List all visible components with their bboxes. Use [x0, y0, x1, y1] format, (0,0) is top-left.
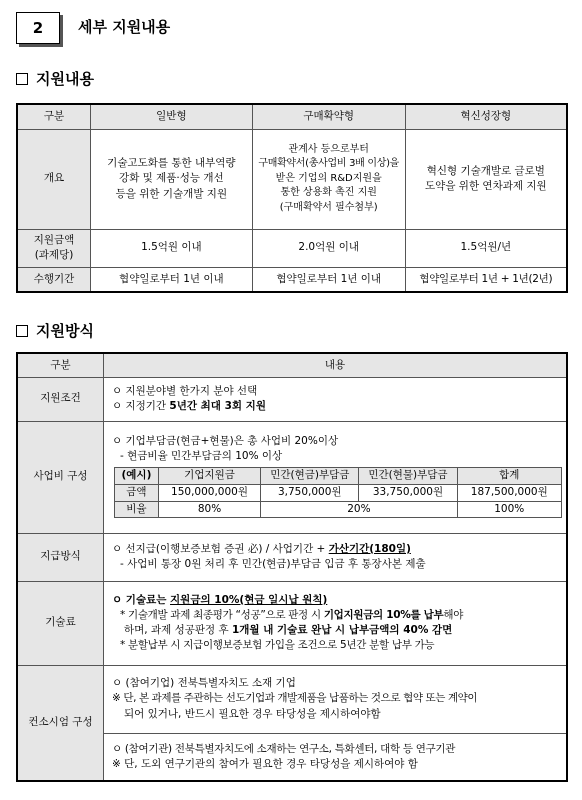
consortium-company: ㅇ (참여기업) 전북특별자치도 소재 기업 ※ 단, 본 과제를 주관하는 선도기업과 개발제품을 납품하는 것으로 협약 또는 계약이 되어 있거나, 반드시 필요한 경우 타당성을 제시하여야함 — [104, 665, 568, 733]
overview-innovation: 혁신형 기술개발로 글로벌 도약을 위한 연차과제 지원 — [405, 129, 567, 229]
section-title: 세부 지원내용 — [78, 18, 171, 36]
support-method-table — [16, 352, 568, 782]
period-label: 수행기간 — [17, 267, 91, 292]
overview-purchase: 관계사 등으로부터 구매확약서(총사업비 3배 이상)을 받은 기업의 R&D지원을 통한 상용화 촉진 지원 (구매확약서 필수첨부) — [252, 129, 405, 229]
consortium-row-1 — [17, 665, 567, 733]
condition-label: 지원조건 — [17, 377, 104, 421]
period-row — [17, 267, 567, 292]
cost-example-ratio-row: 비율 80% 20% 100% — [115, 501, 562, 518]
header-innovation: 혁신성장형 — [405, 104, 567, 129]
support-content-heading — [16, 68, 94, 89]
consortium-institution: ㅇ (참여기관) 전북특별자치도에 소재하는 연구소, 특화센터, 대학 등 연구기관 ※ 단, 도외 연구기관의 참여가 필요한 경우 타당성을 제시하여야 함 — [104, 733, 568, 781]
overview-general: 기술고도화를 통한 내부역량 강화 및 제품·성능 개선 등을 위한 기술개발 지원 — [91, 129, 253, 229]
checkbox-square-icon — [16, 73, 28, 85]
period-general: 협약일로부터 1년 이내 — [91, 267, 253, 292]
header-category: 구분 — [17, 104, 91, 129]
section-number: 2 — [16, 12, 60, 44]
amount-innovation: 1.5억원/년 — [405, 229, 567, 267]
header-general: 일반형 — [91, 104, 253, 129]
support-method-heading-text: 지원방식 — [36, 322, 94, 340]
section-header — [16, 12, 568, 46]
overview-label: 개요 — [17, 129, 91, 229]
support-content-table — [16, 103, 568, 293]
amount-general: 1.5억원 이내 — [91, 229, 253, 267]
amount-label: 지원금액 (과제당) — [17, 229, 91, 267]
payment-row — [17, 533, 567, 581]
cost-example-table — [114, 467, 562, 518]
amount-row — [17, 229, 567, 267]
header-purchase: 구매확약형 — [252, 104, 405, 129]
consortium-label: 컨소시엄 구성 — [17, 665, 104, 781]
cost-example-amount-row: 금액 150,000,000원 3,750,000원 33,750,000원 187,500,000원 — [115, 484, 562, 501]
overview-row — [17, 129, 567, 229]
amount-purchase: 2.0억원 이내 — [252, 229, 405, 267]
method-header-category: 구분 — [17, 353, 104, 377]
period-purchase: 협약일로부터 1년 이내 — [252, 267, 405, 292]
fee-label: 기술료 — [17, 581, 104, 665]
fee-content: ㅇ 기술료는 지원금의 10%(현금 일시납 원칙) * 기술개발 과제 최종평가 “성공”으로 판정 시 기업지원금의 10%를 납부해야 하며, 과제 성공판정 후 1개월 내 기술료 완납 시 납부금액의 40% 감면 * 분할납부 시 지급이행보증보험 가입을 조건으로 5년간 분할 납부 가능 — [104, 581, 568, 665]
method-header-row — [17, 353, 567, 377]
payment-content: ㅇ 선지급(이행보증보험 증권 必) / 사업기간 + 가산기간(180일) - 사업비 통장 0원 처리 후 민간(현금)부담금 입금 후 통장사본 제출 — [104, 533, 568, 581]
fee-row — [17, 581, 567, 665]
payment-label: 지급방식 — [17, 533, 104, 581]
condition-content: ㅇ 지원분야별 한가지 분야 선택 ㅇ 지정기간 5년간 최대 3회 지원 — [104, 377, 568, 421]
cost-row — [17, 421, 567, 533]
checkbox-square-icon — [16, 325, 28, 337]
period-innovation: 협약일로부터 1년 + 1년(2년) — [405, 267, 567, 292]
support-content-heading-text: 지원내용 — [36, 70, 94, 88]
cost-label: 사업비 구성 — [17, 421, 104, 533]
method-header-content: 내용 — [104, 353, 568, 377]
condition-row — [17, 377, 567, 421]
cost-content: ㅇ 기업부담금(현금+현물)은 총 사업비 20%이상 - 현금비율 민간부담금의 10% 이상 (예시) 기업지원금 민간(현금)부담금 민간(현물)부담금 합계 금액 150,000,000원 3,750,000원 33,750,000원 187,500,000원 비율 80% 20% 100% — [104, 421, 568, 533]
support-method-heading — [16, 320, 94, 341]
table-header-row — [17, 104, 567, 129]
cost-example-header: (예시) 기업지원금 민간(현금)부담금 민간(현물)부담금 합계 — [115, 468, 562, 485]
